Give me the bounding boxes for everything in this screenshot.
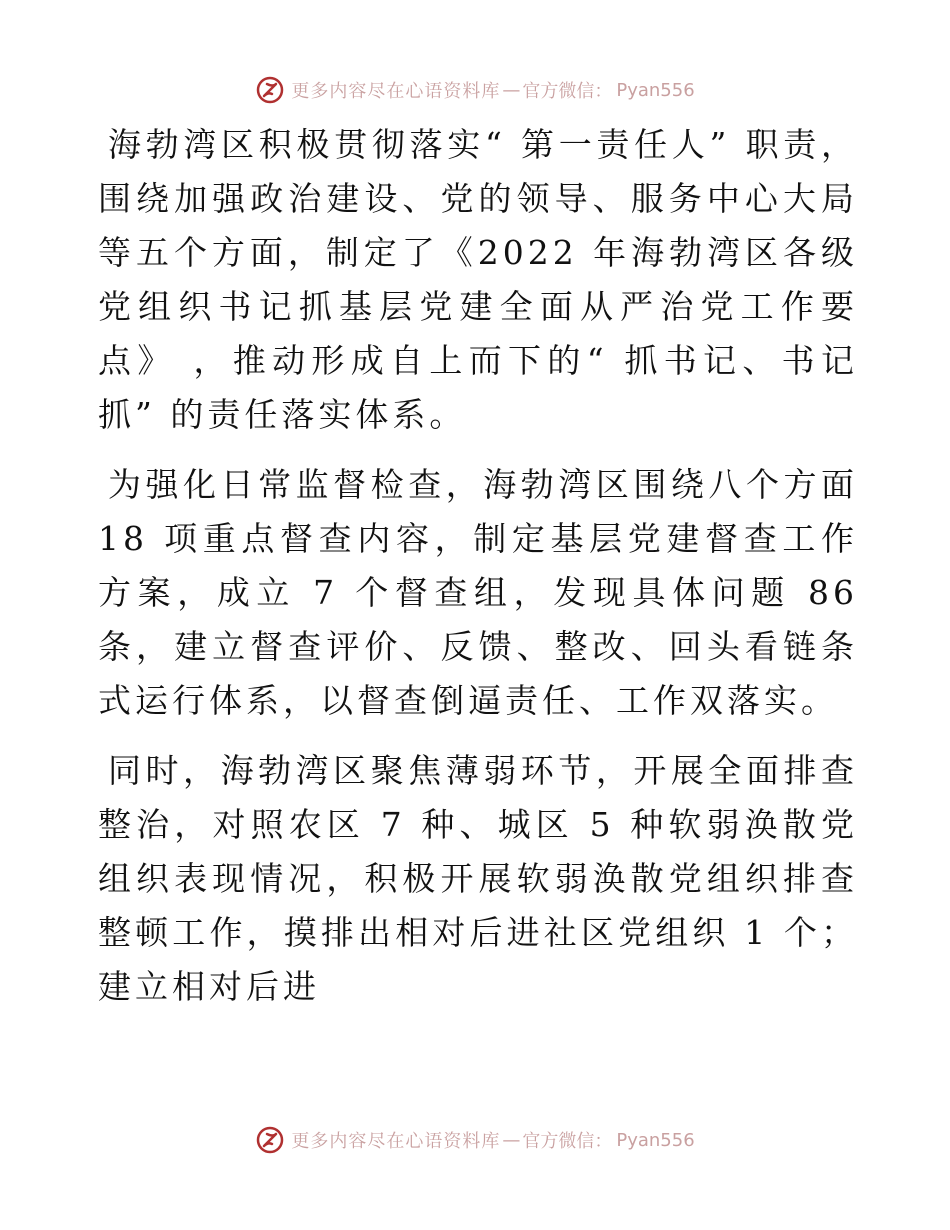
watermark-footer	[0, 1120, 950, 1160]
brand-logo-icon	[255, 75, 285, 105]
watermark-separator: —	[502, 1129, 521, 1151]
paragraph-1: 海勃湾区积极贯彻落实“ 第一责任人” 职责，围绕加强政治建设、党的领导、服务中心大局等五个方面，制定了《2022 年海勃湾区各级党组织书记抓基层党建全面从严治党工作要点》 ，推动形成自上而下的“ 抓书记、书记抓” 的责任落实体系。	[98, 125, 858, 434]
watermark-id: Pyan556	[616, 1129, 695, 1151]
watermark-header	[0, 70, 950, 110]
brand-logo-icon	[255, 1125, 285, 1155]
watermark-text: 更多内容尽在心语资料库	[291, 1131, 501, 1152]
paragraph-3: 同时，海勃湾区聚焦薄弱环节，开展全面排查整治，对照农区 7 种、城区 5 种软弱涣散党组织表现情况，积极开展软弱涣散党组织排查整顿工作，摸排出相对后进社区党组织 1 个；建立相对后进	[98, 751, 858, 1006]
watermark-separator: —	[502, 79, 521, 101]
document-body	[98, 118, 858, 1024]
watermark-id: Pyan556	[616, 79, 695, 101]
watermark-sub: 官方微信：	[522, 1131, 613, 1152]
watermark-text: 更多内容尽在心语资料库	[291, 81, 501, 102]
paragraph-2: 为强化日常监督检查，海勃湾区围绕八个方面 18 项重点督查内容，制定基层党建督查工作方案，成立 7 个督查组，发现具体问题 86 条，建立督查评价、反馈、整改、回头看链条式运行体系，以督查倒逼责任、工作双落实。	[98, 465, 858, 720]
watermark-sub: 官方微信：	[522, 81, 613, 102]
